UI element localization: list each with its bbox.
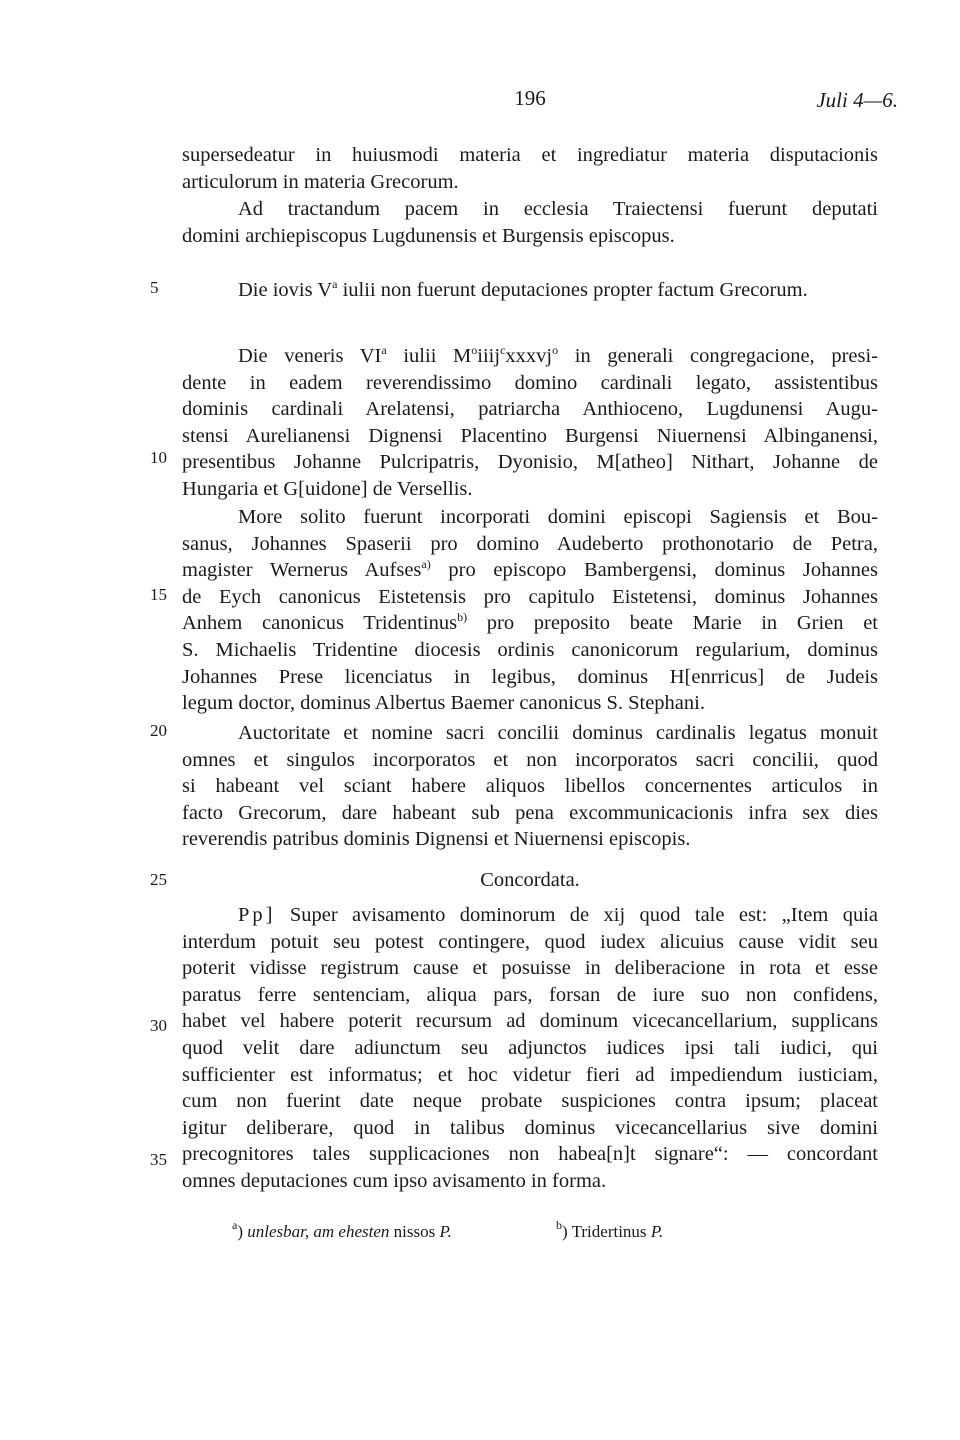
text-line: magister Wernerus Aufses$^{a)}$ pro episcopo Bambergensi, dominus Johannes [182, 557, 879, 582]
text-line: quod velit dare adiunctum seu adjunctos iudices ipsi tali iudici, qui [182, 1036, 878, 1059]
line-number: 30 [150, 1016, 167, 1035]
paragraph-more-solito [182, 504, 878, 717]
text-line: habet vel habere poterit recursum ad dominum vicecancellarium, supplicans [182, 1010, 878, 1033]
text-line: legum doctor, dominus Albertus Baemer canonicus S. Stephani. [182, 692, 705, 715]
text-line: presentibus Johanne Pulcripatris, Dyonisio, M[atheo] Nithart, Johanne de [182, 451, 878, 474]
paragraph-die-iovis [182, 277, 878, 304]
text-line: Auctoritate et nomine sacri concilii dominus cardinalis legatus monuit [238, 722, 878, 744]
text-line: precognitores tales supplicaciones non habea[n]t signare“: — concordant [182, 1143, 878, 1166]
paragraph-concordata [182, 902, 878, 1195]
text-line: reverendis patribus dominis Dignensi et Niuernensi episcopis. [182, 828, 691, 851]
text-line: sufficienter est informatus; et hoc videtur fieri ad impediendum iusticiam, [182, 1063, 878, 1086]
text-line: Johannes Prese licenciatus in legibus, dominus H[enrricus] de Judeis [182, 665, 878, 688]
text-line: de Eych canonicus Eistetensis pro capitulo Eistetensi, dominus Johannes [182, 585, 878, 608]
line-number: 25 [150, 870, 167, 889]
text-line: More solito fuerunt incorporati domini episcopi Sagiensis et Bou- [238, 506, 878, 528]
footnote-a: $^a$) unlesbar, am ehesten nissos P. [232, 1218, 452, 1241]
text-line: domini archiepiscopus Lugdunensis et Burgensis episcopus. [182, 224, 675, 247]
text-line: dente in eadem reverendissimo domino cardinali legato, assistentibus [182, 371, 878, 394]
footnote-b: $^b$) Tridertinus P. [556, 1218, 664, 1241]
section-heading: Concordata. [480, 869, 580, 891]
line-number: 35 [150, 1150, 167, 1169]
text-line: facto Grecorum, dare habeant sub pena excommunicacionis infra sex dies [182, 801, 878, 824]
text-line: Die iovis $V^a$ iulii non fuerunt deputaciones propter factum Grecorum. [238, 277, 808, 301]
text-line: si habeant vel sciant habere aliquos libellos concernentes articulos in [182, 775, 878, 798]
paragraph-auctoritate [182, 720, 878, 853]
text-line: omnes deputaciones cum ipso avisamento in forma. [182, 1169, 607, 1192]
text-line: Anhem canonicus Tridentinus$^{b)}$ pro preposito beate Marie in Grien et [182, 610, 878, 635]
text-line: Hungaria et G[uidone] de Versellis. [182, 477, 473, 500]
text-line: omnes et singulos incorporatos et non incorporatos sacri concilii, quod [182, 748, 878, 771]
paragraph-deputati [182, 196, 878, 249]
text-line: S. Michaelis Tridentine diocesis ordinis canonicorum regularium, dominus [182, 638, 878, 661]
line-number: 5 [150, 278, 159, 297]
line-number: 15 [150, 585, 167, 604]
line-number: 20 [150, 721, 167, 740]
text-line: igitur deliberare, quod in talibus dominus vicecancellarius sive domini [182, 1116, 878, 1139]
text-line: Ad tractandum pacem in ecclesia Traiectensi fuerunt deputati [238, 198, 878, 220]
text-line: articulorum in materia Grecorum. [182, 170, 459, 193]
text-line: stensi Aurelianensi Dignensi Placentino Burgensi Niuernensi Albinganensi, [182, 424, 878, 447]
text-line: dominis cardinali Arelatensi, patriarcha Anthioceno, Lugdunensi Augu- [182, 398, 878, 421]
running-head: Juli 4—6. [816, 88, 898, 112]
paragraph-continuation [182, 142, 878, 195]
text-line: Pp] Super avisamento dominorum de xij quod tale est: „Item quia [238, 904, 878, 926]
text-line: supersedeatur in huiusmodi materia et ingrediatur materia disputacionis [182, 144, 878, 166]
text-line: Die veneris $VI^a$ iulii $M^oiiij^cxxxvj^o$ in generali congregacione, presi- [238, 343, 879, 367]
page-number: 196 [514, 86, 546, 110]
line-number: 10 [150, 448, 167, 467]
text-line: sanus, Johannes Spaserii pro domino Audeberto prothonotario de Petra, [182, 532, 878, 555]
text-line: poterit vidisse registrum cause et posuisse in deliberacione in rota et esse [182, 957, 878, 980]
paragraph-die-veneris [182, 343, 878, 503]
text-line: cum non fuerint date neque probate suspiciones contra ipsum; placeat [182, 1090, 878, 1113]
text-line: paratus ferre sentenciam, aliqua pars, forsan de iure suo non confidens, [182, 983, 878, 1006]
text-line: interdum potuit seu potest contingere, quod iudex alicuius cause vidit seu [182, 930, 878, 953]
